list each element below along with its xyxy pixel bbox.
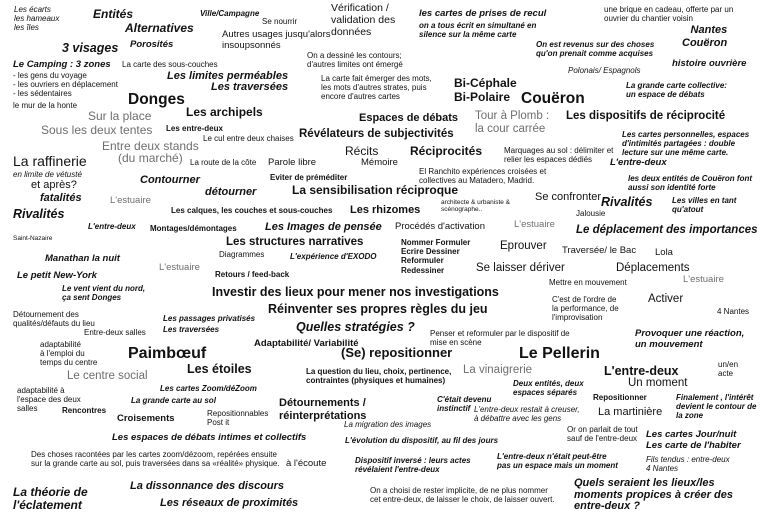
word-route-cote: La route de la côte	[190, 158, 257, 167]
word-etoiles: Les étoiles	[187, 362, 252, 376]
word-post-it: Repositionnables Post it	[207, 409, 269, 428]
word-provoquer: Provoquer une réaction, un mouvement	[635, 328, 745, 350]
word-rencontres: Rencontres	[62, 406, 107, 415]
word-rhizomes: Les rhizomes	[350, 204, 421, 216]
word-detournements: Détournements / réinterprétations	[279, 397, 367, 422]
word-tous-ecrit: on a tous écrit en simultané en silence sur la même carte	[419, 21, 537, 40]
word-revenus: On est revenus sur des choses qu'on prenait comme acquises	[536, 40, 655, 59]
word-entre-deux-1: Les entre-deux	[166, 124, 223, 133]
word-dispositif-inverse: Dispositif inversé : leurs actes révélaient l'entre-deux	[355, 456, 471, 475]
word-repositionner: (Se) repositionner	[341, 345, 453, 360]
word-montages: Montages/démontages	[150, 224, 237, 233]
word-migration-images: La migration des images	[344, 420, 432, 429]
word-strategies: Quelles stratégies ?	[296, 320, 415, 334]
word-reciprocites: Réciprocités	[410, 144, 483, 158]
word-entites: Entités	[93, 7, 134, 21]
word-evolution-dispositif: L'évolution du dispositif, au fil des jours	[345, 436, 499, 445]
word-fils-tendus: Fils tendus : entre-deux 4 Nantes	[646, 455, 730, 474]
word-penser-reformuler: Penser et reformuler par le dispositif de mise en scène	[430, 329, 570, 348]
word-camping: Le Camping : 3 zones	[13, 59, 111, 70]
word-recits: Récits	[345, 144, 379, 158]
word-et-apres: et après?	[31, 179, 77, 191]
word-mettre-mouvement: Mettre en mouvement	[549, 278, 627, 287]
word-brique: une brique en cadeau, offerte par un ouvrier du chantier voisin	[604, 5, 734, 24]
word-architecte: architecte & urbaniste & scénographe..	[441, 199, 511, 214]
word-diagrammes: Diagrammes	[219, 250, 265, 259]
word-paimboeuf: Paimbœuf	[128, 345, 207, 362]
word-eclatement: La théorie de l'éclatement	[13, 485, 88, 512]
word-question-lieu: La question du lieu, choix, pertinence, contraintes (physiques et humaines)	[306, 367, 452, 386]
word-histoire-ouvriere: histoire ouvrière	[672, 58, 747, 69]
word-activer: Activer	[648, 293, 684, 305]
word-repositionner-2: Repositionner	[593, 393, 647, 402]
word-nantes-coueron: Nantes Couëron	[682, 24, 728, 49]
word-investir: Investir des lieux pour mener nos investigations	[212, 285, 499, 299]
word-reseaux-proximites: Les réseaux de proximités	[160, 497, 299, 509]
word-adaptabilite-variabilite: Adaptabilité/ Variabilité	[254, 338, 359, 349]
word-carte-fait-emerger: La carte fait émerger des mots, les mots d'autres strates, puis encore d'autres cartes	[321, 74, 432, 102]
word-centre-social: Le centre social	[67, 370, 148, 382]
word-espaces-intimes: Les espaces de débats intimes et collectifs	[112, 432, 307, 443]
word-entre-deux-2: L'entre-deux	[610, 157, 667, 168]
word-passages-privatises: Les passages privatisés	[163, 314, 256, 323]
word-prises-de-recul: les cartes de prises de recul	[419, 8, 547, 19]
word-deplacement-importances: Le déplacement des importances	[576, 224, 758, 236]
word-moment-pas-espace: L'entre-deux n'était peut-être pas un espace mais un moment	[497, 452, 618, 471]
word-estuaire-1: L'estuaire	[110, 195, 151, 206]
word-instinctif: C'était devenu instinctif	[437, 395, 492, 414]
word-dissonance: La dissonnance des discours	[130, 480, 285, 492]
word-retours: Retours / feed-back	[215, 270, 290, 279]
word-un-moment: Un moment	[628, 377, 688, 389]
word-jalousie: Jalousie	[576, 209, 606, 218]
word-sur-la-place: Sur la place	[88, 109, 152, 123]
word-revelateurs: Révélateurs de subjectivités	[299, 128, 454, 140]
word-se-confronter: Se confronter	[535, 191, 602, 203]
word-memoire: Mémoire	[361, 157, 398, 168]
word-3-visages: 3 visages	[62, 41, 119, 55]
word-se-nourrir: Se nourrir	[262, 17, 298, 26]
word-les-ecarts: Les écarts les hameaux les îles	[14, 5, 60, 33]
word-dispositifs-reciprocite: Les dispositifs de réciprocité	[566, 110, 726, 122]
word-camping-list: - les gens du voyage - les ouvriers en déplacement - les sédentaires	[13, 71, 118, 99]
word-des-choses-racontees: Des choses racontées par les cartes zoom/dézoom, repérées ensuite sur la grande carte au sol, puis traversées dans sa «réalité» physique.	[31, 450, 280, 469]
word-alternatives: Alternatives	[125, 21, 194, 35]
word-adaptabilite-salles: adaptabilité à l'espace des deux salles	[17, 386, 81, 414]
word-eviter-premediter: Eviter de préméditer	[270, 173, 348, 182]
word-traversees-1: Les traversées	[211, 81, 289, 93]
word-traversee-bac: Traversée/ le Bac	[562, 245, 637, 256]
word-4-nantes-1: 4 Nantes	[717, 307, 750, 316]
word-on-parlait: Or on parlait de tout sauf de l'entre-deux	[567, 425, 638, 444]
word-vetuste: en limite de vétusté	[13, 170, 82, 179]
word-verification: Vérification / validation des données	[331, 2, 396, 39]
word-structures-narratives: Les structures narratives	[226, 236, 364, 248]
word-jour-nuit: Les cartes Jour/nuit Les carte de l'habiter	[646, 429, 741, 451]
word-porosites: Porosités	[130, 39, 174, 50]
word-lola: Lola	[655, 247, 673, 258]
word-estuaire-2: L'estuaire	[514, 219, 555, 230]
word-creuser: L'entre-deux restait à creuser, à débattre avec les gens	[474, 405, 580, 424]
word-sous-couches: La carte des sous-couches	[122, 60, 218, 69]
word-traversees-2: Les traversées	[163, 325, 220, 334]
word-tour-a-plomb: Tour à Plomb : la cour carrée	[475, 110, 550, 136]
word-raffinerie: La raffinerie	[13, 153, 87, 169]
word-limites-permeables: Les limites perméables	[167, 70, 289, 82]
word-mur-honte: le mur de la honte	[13, 101, 78, 110]
word-quels-seraient: Quels seraient les lieux/les moments propices à créer des entre-deux ?	[574, 477, 733, 513]
word-entre-deux-stands: Entre deux stands (du marché)	[102, 139, 199, 165]
word-eprouver: Eprouver	[500, 240, 547, 252]
word-sensibilisation: La sensibilisation réciproque	[292, 183, 459, 197]
word-procedes: Procédés d'activation	[395, 221, 486, 232]
word-rivalites-left: Rivalités	[13, 207, 65, 221]
word-saint-nazaire: Saint-Nazaire	[13, 235, 53, 242]
word-sous-deux-tentes: Sous les deux tentes	[41, 123, 153, 137]
word-donges: Donges	[128, 91, 185, 108]
word-coueron: Couëron	[521, 90, 585, 107]
word-la-martiniere: La martinière	[598, 406, 663, 418]
word-zoom-dezoom: Les cartes Zoom/déZoom	[160, 384, 257, 393]
word-dessine-contours: On a dessiné les contours; d'autres limites ont émergé	[307, 51, 403, 70]
word-deplacements: Déplacements	[616, 262, 690, 274]
word-contourner: Contourner	[140, 174, 200, 186]
word-calques: Les calques, les couches et sous-couches	[171, 206, 333, 215]
word-cul-entre-deux: Le cul entre deux chaises	[203, 134, 294, 143]
word-grande-carte-collective: La grande carte collective: un espace de débats	[626, 81, 727, 100]
word-vinaigrerie: La vinaigrerie	[463, 364, 533, 376]
word-a-lecoute: à l'écoute	[286, 458, 327, 469]
word-manathan: Manathan la nuit	[45, 253, 120, 264]
word-le-pellerin: Le Pellerin	[519, 345, 600, 362]
word-bicephale: Bi-Céphale Bi-Polaire	[454, 76, 517, 104]
word-reinventer: Réinventer ses propres règles du jeu	[268, 302, 488, 316]
word-images-pensee: Les Images de pensée	[265, 221, 382, 233]
word-fatalites: fatalités	[40, 192, 82, 204]
word-entre-deux-3: L'entre-deux	[88, 222, 136, 231]
word-polonais: Polonais/ Espagnols	[568, 66, 641, 75]
word-finalement: Finalement , l'intérêt devient le contour de la zone	[676, 393, 757, 421]
word-grande-carte-sol: La grande carte au sol	[131, 396, 216, 405]
word-estuaire-3: L'estuaire	[159, 262, 200, 273]
word-implicite: On a choisi de rester implicite, de ne plus nommer cet entre-deux, de laisser le choix, de laisser ouvert.	[370, 486, 555, 505]
word-performance: C'est de l'ordre de la performance, de l'improvisation	[552, 295, 619, 323]
word-autres-usages: Autres usages jusqu'alors insoupsonnés	[222, 29, 331, 51]
word-new-york: Le petit New-York	[17, 270, 97, 281]
word-detourner: détourner	[205, 186, 257, 198]
word-deux-entites-coueron: les deux entités de Couëron font aussi son identité forte	[628, 174, 753, 193]
word-rivalites-right: Rivalités	[601, 195, 653, 209]
word-adaptabilite-emploi: adaptabilité à l'emploi du temps du centre	[40, 340, 98, 368]
word-entre-deux-salles: Entre-deux salles	[84, 328, 146, 337]
word-archipels: Les archipels	[186, 105, 263, 119]
word-exodo: L'expérience d'EXODO	[290, 252, 377, 261]
word-deux-entites-separes: Deux entités, deux espaces séparés	[513, 379, 584, 398]
word-cartes-personnelles: Les cartes personnelles, espaces d'intimités partagées : double lecture sur une même carte.	[622, 130, 750, 158]
word-detournement-qualites: Détournement des qualités/défauts du lieu	[13, 310, 95, 329]
word-el-ranchito: El Ranchito expériences croisées et collectives au Matadero, Madrid.	[419, 167, 547, 186]
word-croisements: Croisements	[117, 413, 175, 424]
word-marquages-sol: Marquages au sol : délimiter et relier les espaces dédiés	[504, 146, 614, 165]
word-vent-nord: Le vent vient du nord, ça sent Donges	[62, 284, 146, 303]
word-villes-atout: Les villes en tant qu'atout	[672, 196, 737, 215]
word-estuaire-4: L'estuaire	[683, 274, 724, 285]
word-entre-deux-4: L'entre-deux	[604, 364, 679, 378]
word-espaces-debats: Espaces de débats	[359, 112, 459, 124]
word-deriver: Se laisser dériver	[476, 262, 565, 274]
word-nommer: Nommer Formuler Ecrire Dessiner Reformuler Redessiner	[401, 238, 471, 275]
word-un-en-acte: un/en acte	[718, 360, 739, 379]
word-ville-campagne: Ville/Campagne	[200, 9, 260, 18]
word-parole-libre: Parole libre	[268, 157, 317, 168]
